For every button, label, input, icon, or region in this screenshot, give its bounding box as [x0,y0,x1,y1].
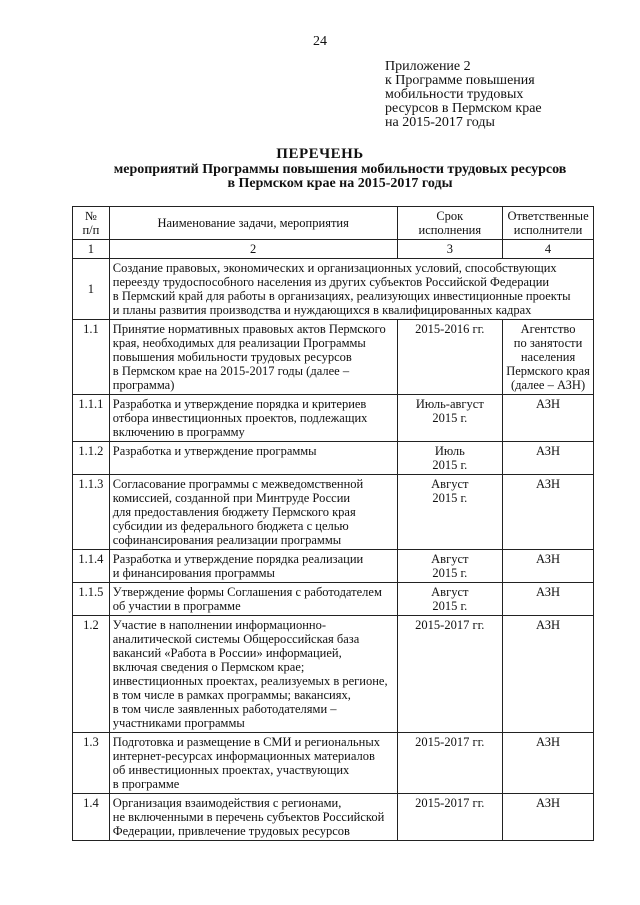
row-responsible: АЗН [503,794,594,841]
row-term: 2015-2016 гг. [397,320,503,395]
row-term: 2015-2017 гг. [397,794,503,841]
table-row [73,442,594,475]
header-term: Срок исполнения [397,207,503,240]
header-responsible: Ответственные исполнители [503,207,594,240]
row-term: Июль 2015 г. [397,442,503,475]
column-number: 4 [503,240,594,259]
table-row [73,733,594,794]
table-row [73,475,594,550]
row-responsible: АЗН [503,616,594,733]
row-num: 1.2 [73,616,110,733]
table-header-row [73,207,594,240]
appendix-line: ресурсов в Пермском крае [385,101,542,116]
row-responsible: АЗН [503,550,594,583]
row-num: 1.1.1 [73,395,110,442]
row-name: Разработка и утверждение порядка и критериев отбора инвестиционных проектов, подлежащих включению в программу [109,395,397,442]
row-responsible: Агентство по занятости населения Пермского края (далее – АЗН) [503,320,594,395]
appendix-line: на 2015-2017 годы [385,115,495,130]
row-num: 1.1.5 [73,583,110,616]
section-row [73,259,594,320]
document-subtitle: мероприятий Программы повышения мобильности трудовых ресурсов в Пермском крае на 2015-2017 годы [113,162,567,191]
row-name: Участие в наполнении информационно- аналитической системы Общероссийская база вакансий «Работа в России» информацией, включая сведения о Пермском крае; инвестиционных проектах, реализуемых в регионе, в том числе в рамках программы; вакансиях, в том числе заявленных работодателями – участниками программы [109,616,397,733]
table-row [73,550,594,583]
row-responsible: АЗН [503,475,594,550]
header-name: Наименование задачи, мероприятия [109,207,397,240]
table-row [73,583,594,616]
section-num: 1 [73,259,110,320]
row-responsible: АЗН [503,733,594,794]
row-name: Организация взаимодействия с регионами, не включенными в перечень субъектов Российской Федерации, привлечение трудовых ресурсов [109,794,397,841]
column-number: 3 [397,240,503,259]
row-num: 1.4 [73,794,110,841]
row-term: 2015-2017 гг. [397,616,503,733]
header-num: № п/п [73,207,110,240]
row-name: Утверждение формы Соглашения с работодателем об участии в программе [109,583,397,616]
row-name: Принятие нормативных правовых актов Пермского края, необходимых для реализации Программы повышения мобильности трудовых ресурсов в Пермском крае на 2015-2017 годы (далее – программа) [109,320,397,395]
row-term: Июль-август 2015 г. [397,395,503,442]
row-term: 2015-2017 гг. [397,733,503,794]
column-numbers-row [73,240,594,259]
row-term: Август 2015 г. [397,475,503,550]
row-responsible: АЗН [503,442,594,475]
appendix-line: мобильности трудовых [385,87,524,102]
row-term: Август 2015 г. [397,583,503,616]
row-name: Разработка и утверждение порядка реализации и финансирования программы [109,550,397,583]
page-number: 24 [313,34,327,49]
appendix-line: Приложение 2 [385,59,471,74]
measures-table [72,206,594,841]
column-number: 2 [109,240,397,259]
table-row [73,395,594,442]
table-row [73,616,594,733]
table-row [73,320,594,395]
table-row [73,794,594,841]
row-name: Подготовка и размещение в СМИ и региональных интернет-ресурсах информационных материалов об инвестиционных проектах, участвующих в программе [109,733,397,794]
row-name: Разработка и утверждение программы [109,442,397,475]
document-title: ПЕРЕЧЕНЬ [276,146,364,162]
row-num: 1.1 [73,320,110,395]
row-name: Согласование программы с межведомственной комиссией, созданной при Минтруде России для предоставления бюджету Пермского края субсидии из федерального бюджета с целью софинансирования реализации программы [109,475,397,550]
appendix-line: к Программе повышения [385,73,535,88]
column-number: 1 [73,240,110,259]
appendix-block [385,60,605,130]
row-responsible: АЗН [503,583,594,616]
row-num: 1.1.4 [73,550,110,583]
section-text: Создание правовых, экономических и организационных условий, способствующих переезду трудоспособного населения из других субъектов Российской Федерации в Пермский край для работы в организациях, реализующих инвестиционные проекты и планы развития производства и нуждающихся в квалифицированных кадрах [109,259,593,320]
row-num: 1.1.2 [73,442,110,475]
row-responsible: АЗН [503,395,594,442]
row-num: 1.3 [73,733,110,794]
row-num: 1.1.3 [73,475,110,550]
row-term: Август 2015 г. [397,550,503,583]
